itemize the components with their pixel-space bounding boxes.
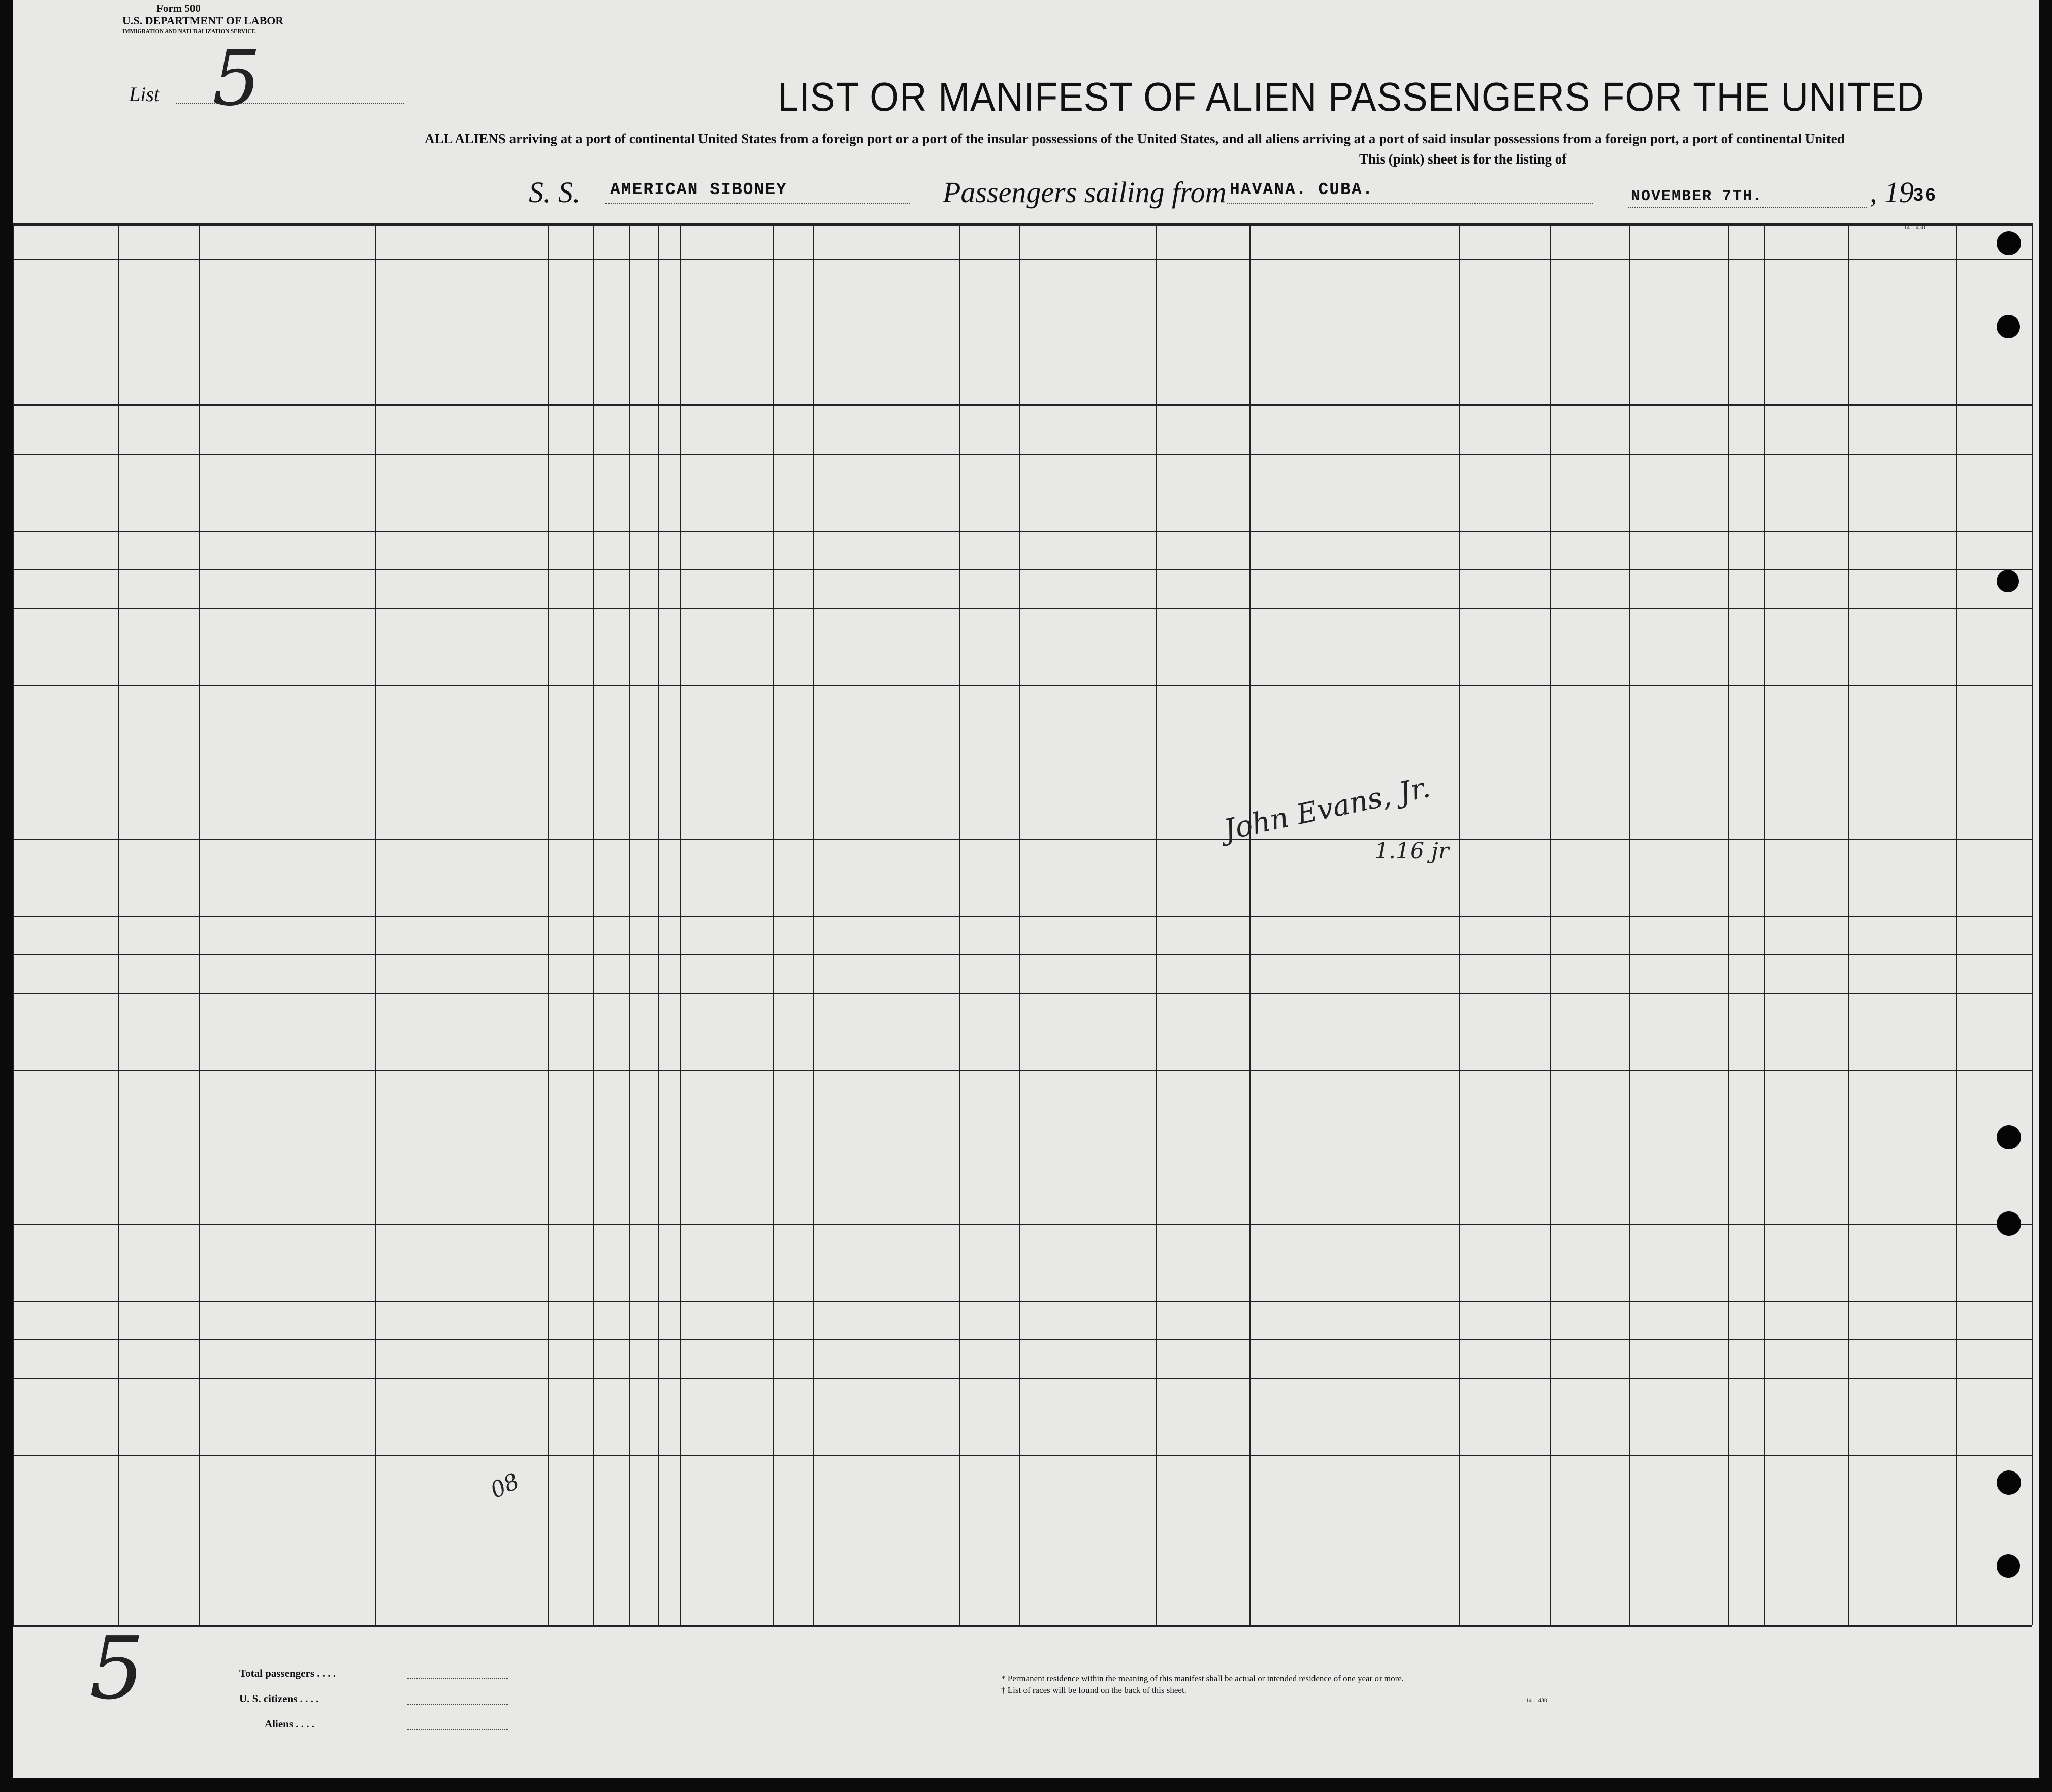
- column-rule: [118, 223, 119, 1625]
- column-rule: [375, 223, 376, 1625]
- date-underline: [1628, 207, 1867, 208]
- column-rule: [1249, 223, 1251, 1625]
- year-suffix: 36: [1913, 185, 1937, 206]
- column-rule: [13, 223, 14, 1625]
- total-passengers-line: [407, 1678, 508, 1679]
- column-rule: [2032, 223, 2033, 1625]
- port-name: HAVANA. CUBA.: [1230, 180, 1374, 199]
- punch-hole: [1997, 570, 2019, 592]
- column-rule: [773, 223, 774, 1625]
- column-rule: [629, 223, 630, 1625]
- punch-hole: [1997, 1211, 2021, 1236]
- service-name: IMMIGRATION AND NATURALIZATION SERVICE: [122, 28, 255, 35]
- list-underline: [176, 103, 404, 104]
- signature-note: 1.16 jr: [1374, 838, 1449, 864]
- form-code-bottom: 14—430: [1526, 1697, 1547, 1704]
- ship-underline: [605, 203, 910, 204]
- footnote-races: † List of races will be found on the back of this sheet.: [1001, 1685, 1187, 1695]
- footer-list-number: 5: [89, 1618, 145, 1719]
- instructions-line-1: ALL ALIENS arriving at a port of continental United States from a foreign port or a port of the insular possessions of the United States, and all aliens arriving at a port of said insular possessions from a foreign port, a port of continental United: [425, 131, 1845, 146]
- manifest-title: LIST OR MANIFEST OF ALIEN PASSENGERS FOR THE UNITED: [778, 74, 1925, 119]
- punch-hole: [1997, 1470, 2021, 1495]
- aliens-line: [407, 1729, 508, 1730]
- column-rule: [1156, 223, 1157, 1625]
- list-number: 5: [212, 35, 261, 123]
- punch-hole: [1997, 315, 2020, 338]
- sailing-label: Passengers sailing from: [943, 176, 1227, 209]
- column-rule: [658, 223, 659, 1625]
- manifest-sheet: [13, 0, 2039, 1778]
- column-rule: [1764, 223, 1765, 1625]
- column-rule: [1550, 223, 1551, 1625]
- signature: John Evans, Jr.: [1221, 771, 1433, 847]
- column-rule: [1956, 223, 1957, 1625]
- margin-note-08: 08: [486, 1468, 524, 1504]
- us-citizens-line: [407, 1704, 508, 1705]
- form-code-top: 14—430: [1904, 223, 1925, 231]
- port-underline: [1227, 203, 1593, 204]
- column-rule: [1019, 223, 1020, 1625]
- column-rule: [593, 223, 594, 1625]
- column-rule: [548, 223, 549, 1625]
- punch-hole: [1997, 1554, 2020, 1578]
- total-passengers-label: Total passengers . . . .: [239, 1667, 336, 1679]
- table-bottom-rule: [13, 1625, 2032, 1627]
- column-rule: [1459, 223, 1460, 1625]
- punch-hole: [1997, 1125, 2021, 1149]
- sailing-date: NOVEMBER 7TH.: [1631, 188, 1764, 205]
- form-number: Form 500: [156, 2, 201, 14]
- instructions-line-2: This (pink) sheet is for the listing of: [1359, 151, 1567, 167]
- column-rule: [813, 223, 814, 1625]
- column-rule: [1629, 223, 1630, 1625]
- column-rule: [1848, 223, 1849, 1625]
- list-label: List: [129, 83, 160, 106]
- punch-hole: [1997, 231, 2021, 255]
- column-rule: [199, 223, 200, 1625]
- us-citizens-label: U. S. citizens . . . .: [239, 1692, 319, 1705]
- ss-label: S. S.: [529, 176, 581, 209]
- department-name: U.S. DEPARTMENT OF LABOR: [122, 14, 284, 27]
- column-rule: [959, 223, 960, 1625]
- aliens-label: Aliens . . . .: [265, 1718, 315, 1730]
- footnote-residence: * Permanent residence within the meaning of this manifest shall be actual or intended residence of one year or more.: [1001, 1674, 1404, 1683]
- column-rule: [680, 223, 681, 1625]
- year-prefix: , 19: [1870, 176, 1914, 209]
- ship-name: AMERICAN SIBONEY: [610, 180, 787, 199]
- column-rule: [1728, 223, 1729, 1625]
